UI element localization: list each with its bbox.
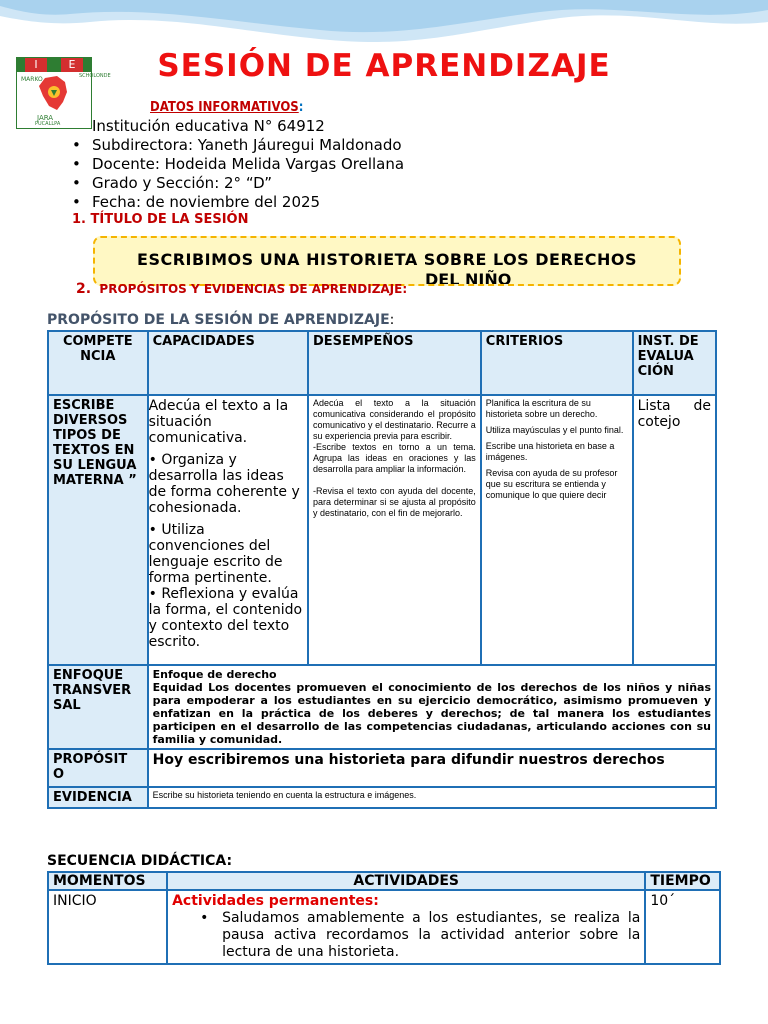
header-criterios: CRITERIOS <box>481 331 633 395</box>
datos-item-text: Fecha: de noviembre del 2025 <box>92 193 321 211</box>
section-1-label: TÍTULO DE LA SESIÓN <box>90 212 249 227</box>
tiempo-cell: 10´ <box>645 890 720 964</box>
capacidad-item: • Reflexiona y evalúa la forma, el contenido y contexto del texto escrito. <box>148 586 303 650</box>
section-1-heading <box>72 212 248 227</box>
capacidad-item: • Organiza y desarrolla las ideas de forma coherente y cohesionada. <box>148 452 300 516</box>
header-momentos: MOMENTOS <box>48 872 167 890</box>
actividad-item <box>172 910 640 961</box>
momento-cell: INICIO <box>48 890 167 964</box>
datos-item <box>72 193 404 212</box>
datos-heading-text: DATOS INFORMATIVOS <box>150 100 299 115</box>
criterio-item: Planifica la escritura de su historieta sobre un derecho. <box>485 398 598 419</box>
section-2-heading <box>76 281 407 297</box>
header-instrumento: INST. DE EVALUA CIÓN <box>633 331 716 395</box>
section-2-number: 2. <box>76 281 92 297</box>
bullet-icon: • <box>72 155 81 173</box>
proposito-heading <box>47 312 394 328</box>
proposito-label: PROPÓSIT O <box>48 749 148 787</box>
capacidad-item: • Utiliza convenciones del lenguaje escrito de forma pertinente. <box>148 522 283 586</box>
proposito-heading-text: PROPÓSITO DE LA SESIÓN DE APRENDIZAJE <box>47 312 390 328</box>
capacidad-item: Adecúa el texto a la situación comunicativa. <box>148 398 289 446</box>
desempenos-cell <box>308 395 481 665</box>
datos-item-text: Docente: Hodeida Melida Vargas Orellana <box>92 155 405 173</box>
evidencia-text: Escribe su historieta teniendo en cuenta la estructura e imágenes. <box>148 787 716 808</box>
section-2-label: PROPÓSITOS Y EVIDENCIAS DE APRENDIZAJE: <box>99 282 408 296</box>
proposito-text: Hoy escribiremos una historieta para difundir nuestros derechos <box>148 749 716 787</box>
logo-letter-i: I <box>25 58 47 72</box>
datos-heading <box>150 100 303 115</box>
table-row <box>48 395 716 665</box>
session-title-line2: DEL NIÑO <box>425 270 512 284</box>
criterio-item: Utiliza mayúsculas y el punto final. <box>485 425 624 435</box>
logo-sub-text: PUCALLPA <box>35 121 61 127</box>
header-competencia: COMPETE NCIA <box>48 331 148 395</box>
proposito-table <box>47 330 717 809</box>
desempeno-item: -Revisa el texto con ayuda del docente, para determinar si se ajusta al propósito y destinatario, con el fin de mejorarlo. <box>312 486 476 518</box>
table-row <box>48 749 716 787</box>
desempeno-item: -Escribe textos en torno a un tema. Agrupa las ideas en oraciones y las desarrolla para ampliar la información. <box>312 442 476 474</box>
bullet-icon: • <box>72 136 81 154</box>
secuencia-heading: SECUENCIA DIDÁCTICA: <box>47 853 233 869</box>
enfoque-title: Enfoque de derecho <box>152 668 277 681</box>
datos-item-text: Grado y Sección: 2° “D” <box>92 174 273 192</box>
bullet-icon: • <box>72 174 81 192</box>
secuencia-table <box>47 871 721 965</box>
criterio-item: Revisa con ayuda de su profesor que su escritura se entienda y comunique lo que quiere decir <box>485 468 618 500</box>
datos-item-text: Subdirectora: Yaneth Jáuregui Maldonado <box>92 136 402 154</box>
criterio-item: Escribe una historieta en base a imágenes. <box>485 441 615 462</box>
datos-item <box>72 117 404 136</box>
actividad-item-text: Saludamos amablemente a los estudiantes, se realiza la pausa activa recordamos la actividad anterior sobre la lectura de una historieta. <box>222 910 641 960</box>
logo-left-text: MARKO <box>21 76 43 83</box>
capacidades-cell <box>148 395 308 665</box>
page-title: SESIÓN DE APRENDIZAJE <box>157 48 611 84</box>
logo-bottom-text: JARA <box>37 114 54 122</box>
table-row <box>48 787 716 808</box>
bullet-icon: • <box>200 910 209 926</box>
table-header-row <box>48 872 720 890</box>
actividades-cell <box>167 890 645 964</box>
datos-item <box>72 174 404 193</box>
enfoque-cell <box>148 665 716 749</box>
logo-letter-e: E <box>61 58 83 72</box>
session-title-line1: ESCRIBIMOS UNA HISTORIETA SOBRE LOS DERECHOS <box>137 250 637 269</box>
proposito-heading-colon: : <box>389 312 395 328</box>
header-tiempo: TIEMPO <box>645 872 720 890</box>
header-capacidades: CAPACIDADES <box>148 331 308 395</box>
table-row <box>48 665 716 749</box>
datos-item <box>72 136 404 155</box>
table-row <box>48 890 720 964</box>
desempeno-item: Adecúa el texto a la situación comunicativa considerando el propósito comunicativo y el destinatario. Recurre a su experiencia previa para escribir. <box>312 398 476 441</box>
logo-right-text: SCHOLONDE <box>79 73 111 79</box>
table-header-row <box>48 331 716 395</box>
section-1-number: 1. <box>72 212 86 227</box>
criterios-cell <box>481 395 633 665</box>
datos-list <box>72 117 404 212</box>
bullet-icon: • <box>72 193 81 211</box>
enfoque-label: ENFOQUE TRANSVER SAL <box>48 665 148 749</box>
datos-heading-colon: : <box>298 100 304 115</box>
instrumento-cell: Lista de cotejo <box>633 395 716 665</box>
enfoque-text: Equidad Los docentes promueven el conocimiento de los derechos de los niños y niñas para empoderar a los estudiantes en su ejercicio democrático, asimismo promueven y enfatizan en la práctica de los deberes y derechos; de tal manera los estudiantes participen en el desarrollo de las competencias ciudadanas, articulando acciones con su familia y comunidad. <box>152 681 711 746</box>
datos-item-text: Institución educativa N° 64912 <box>92 117 325 135</box>
header-actividades: ACTIVIDADES <box>167 872 645 890</box>
session-title-box <box>93 236 681 286</box>
competencia-cell: ESCRIBE DIVERSOS TIPOS DE TEXTOS EN SU LENGUA MATERNA ” <box>48 395 148 665</box>
actividades-title: Actividades permanentes: <box>172 893 379 909</box>
evidencia-label: EVIDENCIA <box>48 787 148 808</box>
header-desempenos: DESEMPEÑOS <box>308 331 481 395</box>
datos-item <box>72 155 404 174</box>
